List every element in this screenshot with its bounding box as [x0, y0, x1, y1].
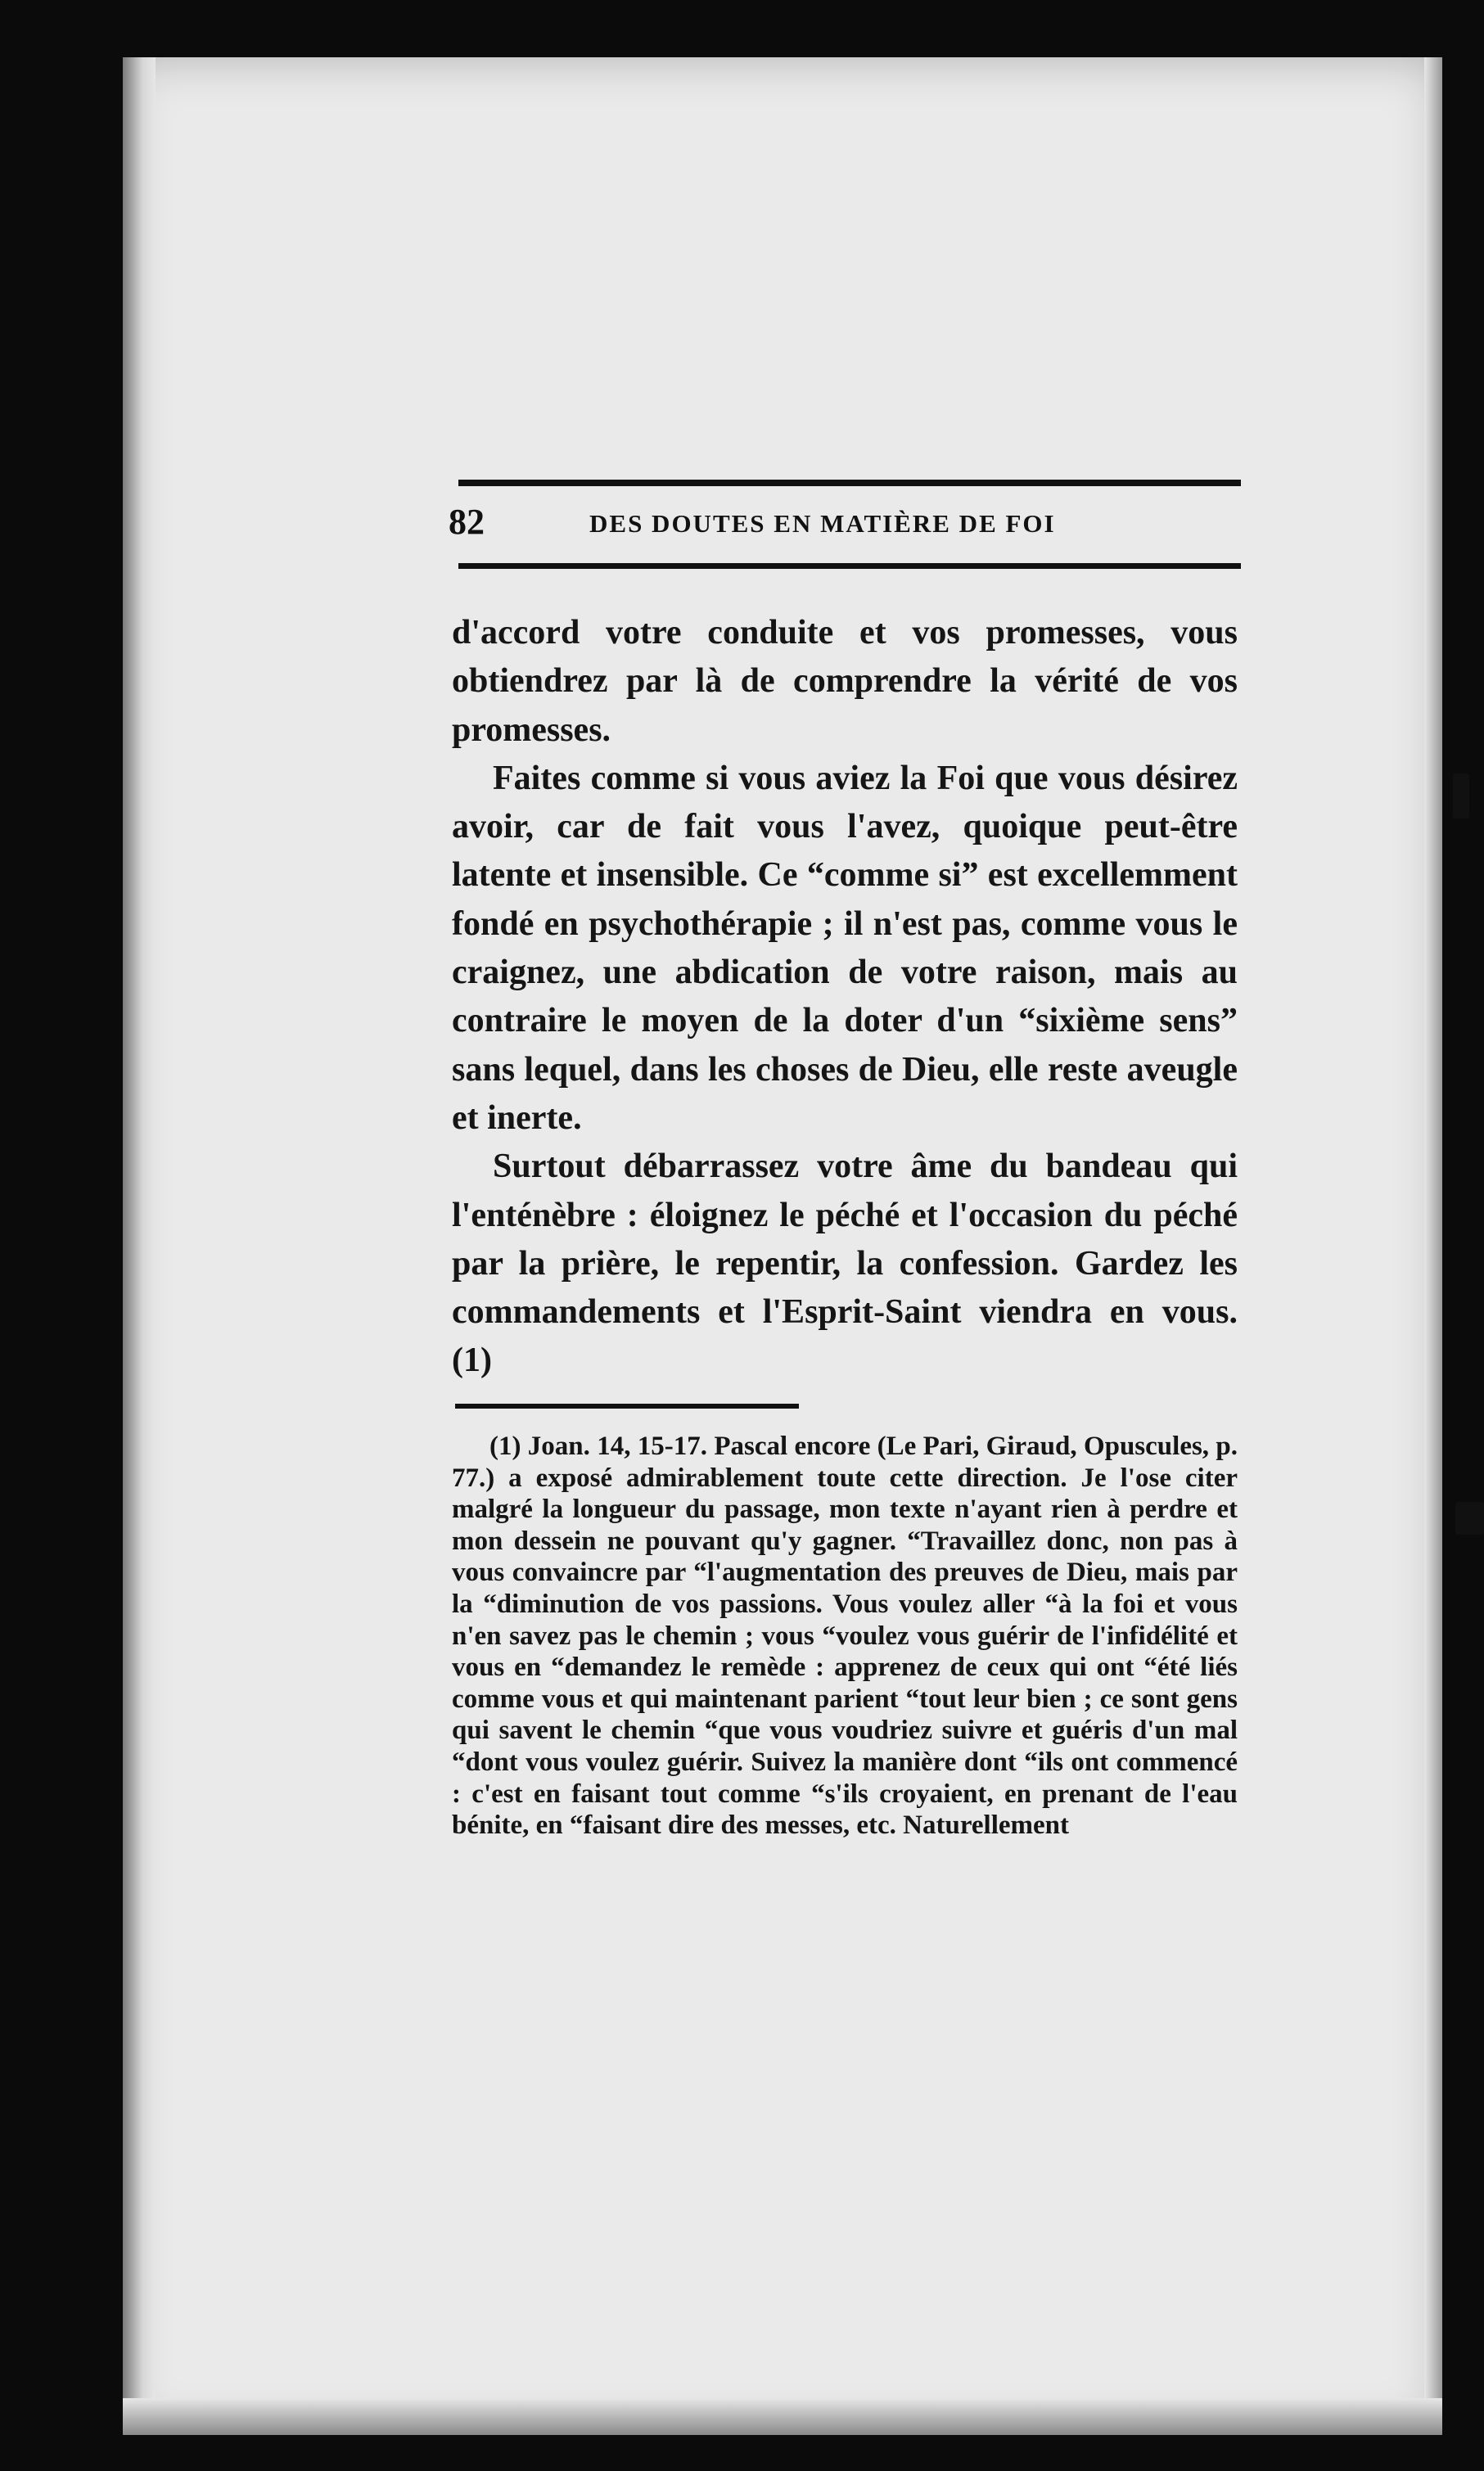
- header-top-rule: [458, 480, 1241, 486]
- page-number: 82: [449, 502, 485, 542]
- scan-artifact: [1453, 773, 1469, 818]
- footnote-separator: [455, 1404, 799, 1409]
- main-text: [452, 609, 1238, 1386]
- paragraph: Surtout débarrassez votre âme du bandeau qui l'enténèbre : éloignez le péché et l'occasion du péché par la prière, le repentir, la confession. Gardez les commandements et l'Esprit-Saint viendra en vous. (1): [452, 1148, 1238, 1380]
- page-bottom-edge: [123, 2398, 1442, 2435]
- header-bottom-rule: [458, 563, 1241, 569]
- paragraph: Faites comme si vous aviez la Foi que vous désirez avoir, car de fait vous l'avez, quoique peut-être latente et insensible. Ce “comme si” est excellemment fondé en psychothérapie ; il n'est pas, comme vous le craignez, une abdication de votre raison, mais au contraire le moyen de la doter d'un “sixième sens” sans lequel, dans les choses de Dieu, elle reste aveugle et inerte.: [452, 759, 1238, 1137]
- footnote-paragraph: (1) Joan. 14, 15-17. Pascal encore (Le Pari, Giraud, Opuscules, p. 77.) a exposé admirablement toute cette direction. Je l'ose citer malgré la longueur du passage, mon texte n'ayant rien à perdre et mon dessein ne pouvant qu'y gagner. “Travaillez donc, non pas à vous convaincre par “l'augmentation des preuves de Dieu, mais par la “diminution de vos passions. Vous voulez aller “à la foi et vous n'en savez pas le chemin ; vous “voulez vous guérir de l'infidélité et vous en “demandez le remède : apprenez de ceux qui ont “été liés comme vous et qui maintenant parient “tout leur bien ; ce sont gens qui savent le chemin “que vous voudriez suivre et guéris d'un mal “dont vous voulez guérir. Suivez la manière dont “ils ont commencé : c'est en faisant tout comme “s'ils croyaient, en prenant de l'eau bénite, en “faisant dire des messes, etc. Naturellement: [452, 1432, 1238, 1841]
- scan-artifact: [1455, 1502, 1484, 1535]
- page-fore-edge: [1424, 57, 1442, 2435]
- running-head: DES DOUTES EN MATIÈRE DE FOI: [589, 509, 1056, 538]
- page-binding-edge: [123, 57, 156, 2435]
- paragraph-continued: d'accord votre conduite et vos promesses, vous obtiendrez par là de comprendre la vérité de vos promesses.: [452, 614, 1238, 749]
- footnote: [452, 1431, 1238, 1842]
- page-header: [449, 501, 1234, 550]
